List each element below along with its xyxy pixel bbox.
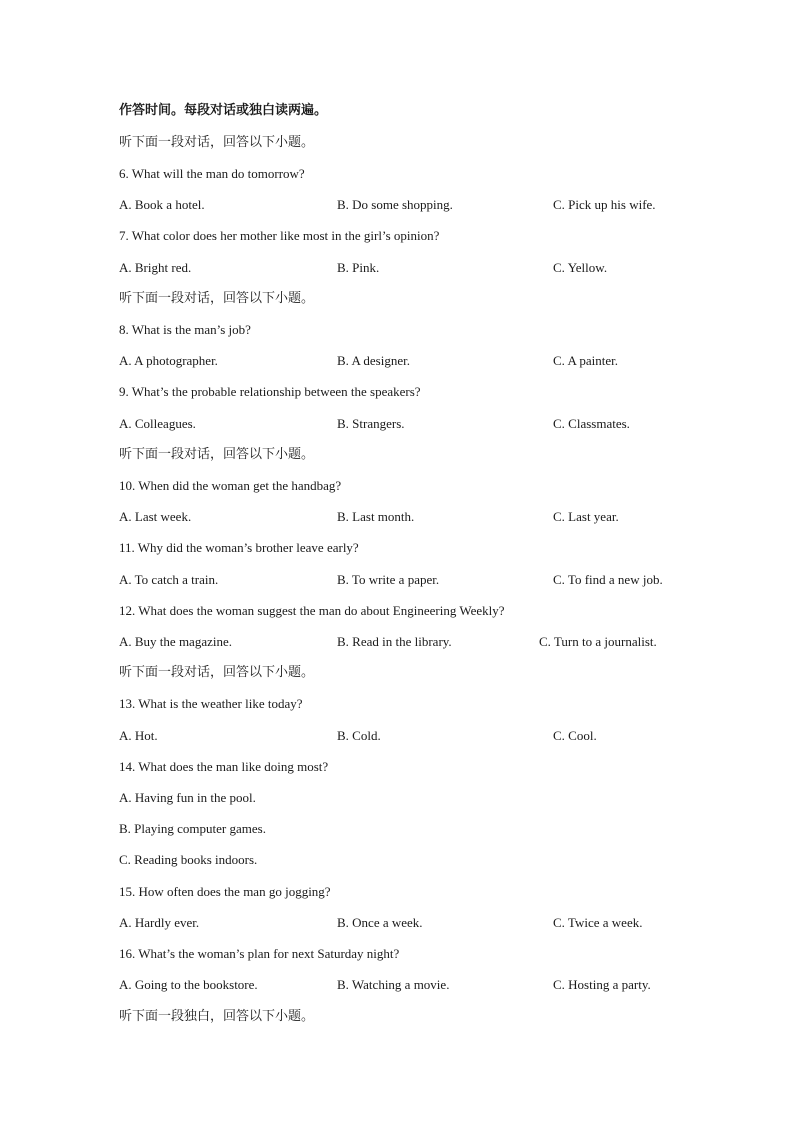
section-heading: 听下面一段对话，回答以下小题。 xyxy=(119,447,315,462)
option-a: A. Last week. xyxy=(119,509,192,524)
question-15-stem: 15. How often does the man go jogging? xyxy=(119,884,331,899)
option-a: A. Going to the bookstore. xyxy=(119,977,258,992)
question-11-stem: 11. Why did the woman’s brother leave early? xyxy=(119,540,359,555)
question-16-stem: 16. What’s the woman’s plan for next Saturday night? xyxy=(119,946,400,961)
question-9-stem: 9. What’s the probable relationship between the speakers? xyxy=(119,384,421,399)
option-c: C. Yellow. xyxy=(553,260,608,275)
question-14-stem: 14. What does the man like doing most? xyxy=(119,759,329,774)
option-b: B. Watching a movie. xyxy=(337,977,450,992)
option-c: C. Classmates. xyxy=(553,416,630,431)
option-a: A. Buy the magazine. xyxy=(119,634,232,649)
option-a: A. Colleagues. xyxy=(119,416,196,431)
option-a: A. To catch a train. xyxy=(119,572,219,587)
option-b: B. Pink. xyxy=(337,260,380,275)
option-b: B. A designer. xyxy=(337,353,410,368)
option-b: B. Once a week. xyxy=(337,915,423,930)
option-c: C. Hosting a party. xyxy=(553,977,651,992)
question-14-option-c: C. Reading books indoors. xyxy=(119,852,258,867)
option-b: B. Read in the library. xyxy=(337,634,452,649)
section-heading: 听下面一段对话，回答以下小题。 xyxy=(119,665,315,680)
question-14-option-a: A. Having fun in the pool. xyxy=(119,790,256,805)
question-13-stem: 13. What is the weather like today? xyxy=(119,696,303,711)
section-heading-monologue: 听下面一段独白，回答以下小题。 xyxy=(119,1009,315,1024)
question-8-stem: 8. What is the man’s job? xyxy=(119,322,251,337)
question-6-stem: 6. What will the man do tomorrow? xyxy=(119,166,305,181)
question-14-option-b: B. Playing computer games. xyxy=(119,821,266,836)
option-b: B. Do some shopping. xyxy=(337,197,453,212)
option-c: C. Twice a week. xyxy=(553,915,643,930)
option-c: C. A painter. xyxy=(553,353,618,368)
option-a: A. Hot. xyxy=(119,728,158,743)
question-7-stem: 7. What color does her mother like most in the girl’s opinion? xyxy=(119,228,440,243)
option-b: B. Last month. xyxy=(337,509,415,524)
option-c: C. To find a new job. xyxy=(553,572,663,587)
section-heading: 听下面一段对话，回答以下小题。 xyxy=(119,291,315,306)
option-a: A. Hardly ever. xyxy=(119,915,200,930)
option-c: C. Pick up his wife. xyxy=(553,197,656,212)
question-12-stem: 12. What does the woman suggest the man do about Engineering Weekly? xyxy=(119,603,505,618)
question-10-stem: 10. When did the woman get the handbag? xyxy=(119,478,342,493)
option-a: A. Book a hotel. xyxy=(119,197,205,212)
option-a: A. Bright red. xyxy=(119,260,192,275)
option-c: C. Last year. xyxy=(553,509,619,524)
option-b: B. To write a paper. xyxy=(337,572,440,587)
option-b: B. Strangers. xyxy=(337,416,405,431)
option-c: C. Turn to a journalist. xyxy=(539,634,657,649)
section-heading: 听下面一段对话，回答以下小题。 xyxy=(119,135,315,150)
option-a: A. A photographer. xyxy=(119,353,218,368)
option-b: B. Cold. xyxy=(337,728,381,743)
option-c: C. Cool. xyxy=(553,728,597,743)
instructions-header: 作答时间。每段对话或独白读两遍。 xyxy=(119,103,328,118)
